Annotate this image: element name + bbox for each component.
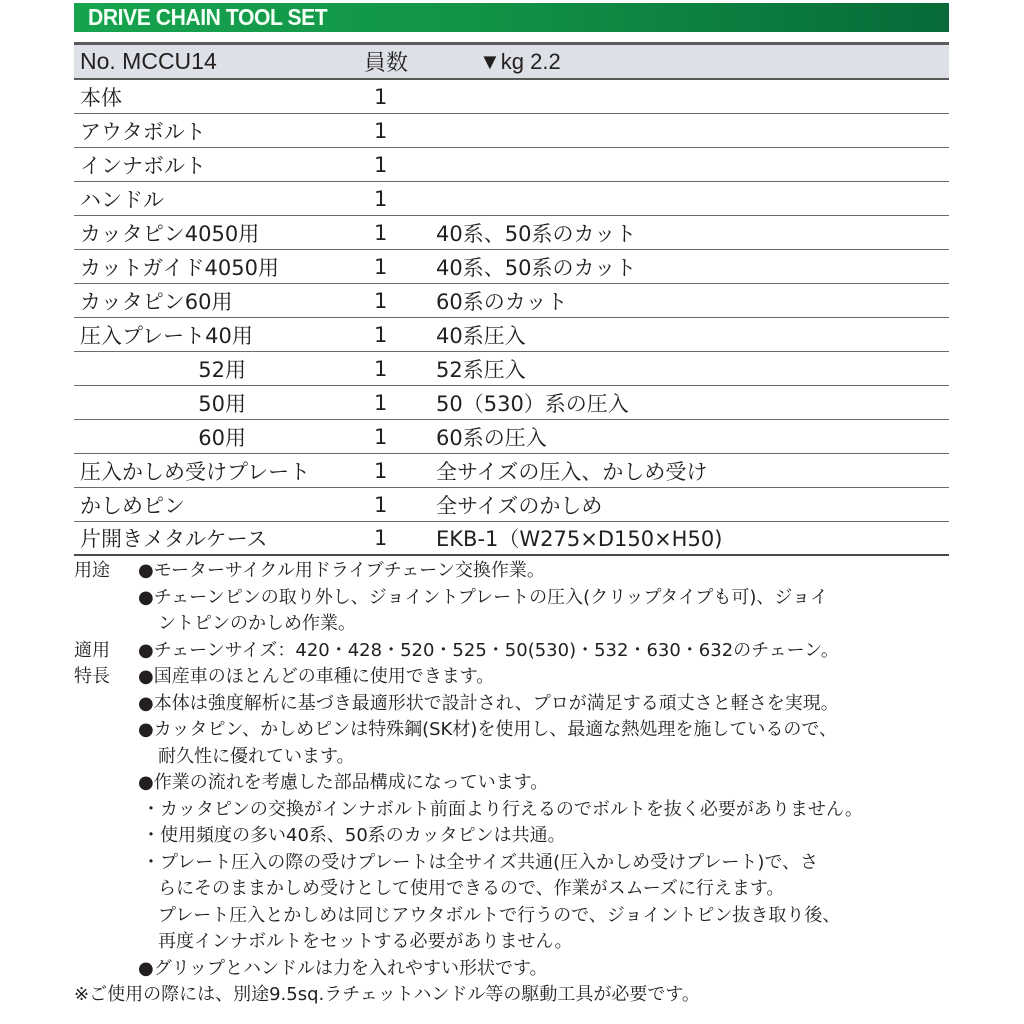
spacer	[74, 744, 138, 771]
part-name: 圧入プレート40用	[80, 323, 253, 348]
table-row	[74, 216, 949, 250]
features-section	[74, 664, 954, 691]
page-title: DRIVE CHAIN TOOL SET	[88, 4, 328, 30]
weight-label: ▼kg 2.2	[479, 48, 561, 74]
apply-section	[74, 638, 954, 665]
part-note: 40系、50系のカット	[436, 221, 637, 246]
usage-line-row	[74, 585, 954, 612]
table-row	[74, 386, 949, 420]
feature-line: らにそのままかしめ受けとして使用できるので、作業がスムーズに行えます。	[158, 878, 785, 899]
spacer	[74, 585, 138, 612]
part-note: EKB-1（W275×D150×H50)	[436, 527, 723, 551]
part-qty: 1	[374, 390, 388, 415]
usage-line-row	[74, 611, 954, 638]
usage-line: ●モーターサイクル用ドライブチェーン交換作業。	[138, 560, 545, 581]
feature-line: プレート圧入とかしめは同じアウタボルトで行うので、ジョイントピン抜き取り後、	[158, 904, 841, 926]
part-note: 全サイズの圧入、かしめ受け	[436, 459, 708, 484]
part-note: 60系の圧入	[436, 425, 547, 450]
usage-label: 用途	[74, 560, 110, 581]
part-qty: 1	[374, 152, 388, 177]
usage-line: ントピンのかしめ作業。	[158, 613, 356, 634]
spacer	[74, 823, 138, 850]
feature-line: ・使用頻度の多い40系、50系のカッタピンは共通。	[142, 825, 566, 846]
table-row	[74, 420, 949, 454]
part-name: かしめピン	[80, 493, 185, 518]
feature-line: 耐久性に優れています。	[158, 745, 355, 767]
apply-label: 適用	[74, 639, 110, 661]
spec-table	[74, 42, 949, 556]
spacer	[74, 717, 138, 744]
feature-line: ●作業の流れを考慮した部品構成になっています。	[138, 772, 549, 793]
table-row	[74, 284, 949, 318]
table-header-row	[74, 42, 949, 80]
product-notes	[74, 558, 954, 1009]
part-qty: 1	[374, 526, 388, 550]
feature-line: 再度インナボルトをセットする必要がありません。	[158, 931, 573, 952]
spacer	[74, 929, 138, 956]
table-row	[74, 488, 949, 522]
feature-line: ●カッタピン、かしめピンは特殊鋼(SK材)を使用し、最適な熱処理を施しているので、	[138, 719, 837, 740]
spacer	[74, 850, 138, 877]
part-name: 52用	[198, 357, 246, 382]
feature-line: ・プレート圧入の際の受けプレートは全サイズ共通(圧入かしめ受けプレート)で、さ	[142, 851, 819, 873]
part-name: カッタピン4050用	[80, 221, 260, 246]
part-qty: 1	[374, 186, 388, 211]
part-name: 本体	[80, 85, 122, 110]
usage-line: ●チェーンピンの取り外し、ジョイントプレートの圧入(クリップタイプも可)、ジョイ	[138, 586, 828, 608]
feature-line: ・カッタピンの交換がインナボルト前面より行えるのでボルトを抜く必要がありません。	[142, 798, 863, 820]
table-row	[74, 114, 949, 148]
feature-line-row	[74, 823, 954, 850]
feature-line-row	[74, 850, 954, 877]
table-row	[74, 352, 949, 386]
part-name: カットガイド4050用	[80, 255, 279, 280]
part-qty: 1	[374, 84, 388, 109]
part-note: 50（530）系の圧入	[436, 391, 629, 416]
feature-line-row	[74, 956, 954, 983]
part-qty: 1	[374, 254, 388, 279]
part-qty: 1	[374, 356, 388, 381]
part-name: ハンドル	[80, 187, 164, 212]
part-note: 40系圧入	[436, 323, 526, 348]
spacer	[74, 770, 138, 797]
table-row	[74, 182, 949, 216]
title-banner	[74, 3, 949, 32]
feature-line-row	[74, 797, 954, 824]
part-name: 片開きメタルケース	[80, 527, 268, 551]
feature-line-row	[74, 744, 954, 771]
part-qty: 1	[374, 220, 388, 245]
part-name: 50用	[198, 391, 246, 416]
spacer	[74, 797, 138, 824]
model-number: No. MCCU14	[80, 48, 217, 74]
part-qty: 1	[374, 458, 388, 483]
spacer	[74, 691, 138, 718]
feature-line: ●グリップとハンドルは力を入れやすい形状です。	[138, 957, 548, 979]
part-name: カッタピン60用	[80, 289, 233, 314]
part-note: 52系圧入	[436, 357, 526, 382]
feature-line-row	[74, 691, 954, 718]
spacer	[74, 956, 138, 983]
feature-line: ●国産車のほとんどの車種に使用できます。	[138, 666, 495, 687]
feature-line-row	[74, 770, 954, 797]
part-name: 圧入かしめ受けプレート	[80, 459, 311, 484]
part-name: アウタボルト	[80, 119, 206, 144]
feature-line: ●本体は強度解析に基づき最適形状で設計され、プロが満足する頑丈さと軽さを実現。	[138, 692, 839, 714]
feature-line-row	[74, 717, 954, 744]
usage-section	[74, 558, 954, 585]
part-note: 60系のカット	[436, 289, 568, 314]
table-row	[74, 250, 949, 284]
part-qty: 1	[374, 118, 388, 143]
part-name: インナボルト	[80, 153, 206, 178]
spacer	[74, 876, 138, 903]
table-row	[74, 318, 949, 352]
part-name: 60用	[198, 425, 246, 450]
spacer	[74, 903, 138, 930]
part-qty: 1	[374, 492, 388, 517]
qty-header: 員数	[364, 51, 409, 76]
table-row	[74, 454, 949, 488]
part-note: 全サイズのかしめ	[436, 493, 603, 518]
part-note: 40系、50系のカット	[436, 255, 637, 280]
feature-line-row	[74, 876, 954, 903]
table-row	[74, 522, 949, 556]
part-qty: 1	[374, 288, 388, 313]
part-qty: 1	[374, 424, 388, 449]
table-row	[74, 148, 949, 182]
apply-line: ●チェーンサイズ：420・428・520・525・50(530)・532・630・632のチェーン。	[138, 639, 839, 661]
feature-line-row	[74, 929, 954, 956]
part-qty: 1	[374, 322, 388, 347]
feature-line-row	[74, 903, 954, 930]
spacer	[74, 611, 138, 638]
features-label: 特長	[74, 666, 110, 687]
table-row	[74, 80, 949, 114]
footnote: ※ご使用の際には、別途9.5sq.ラチェットハンドル等の駆動工具が必要です。	[74, 984, 700, 1005]
